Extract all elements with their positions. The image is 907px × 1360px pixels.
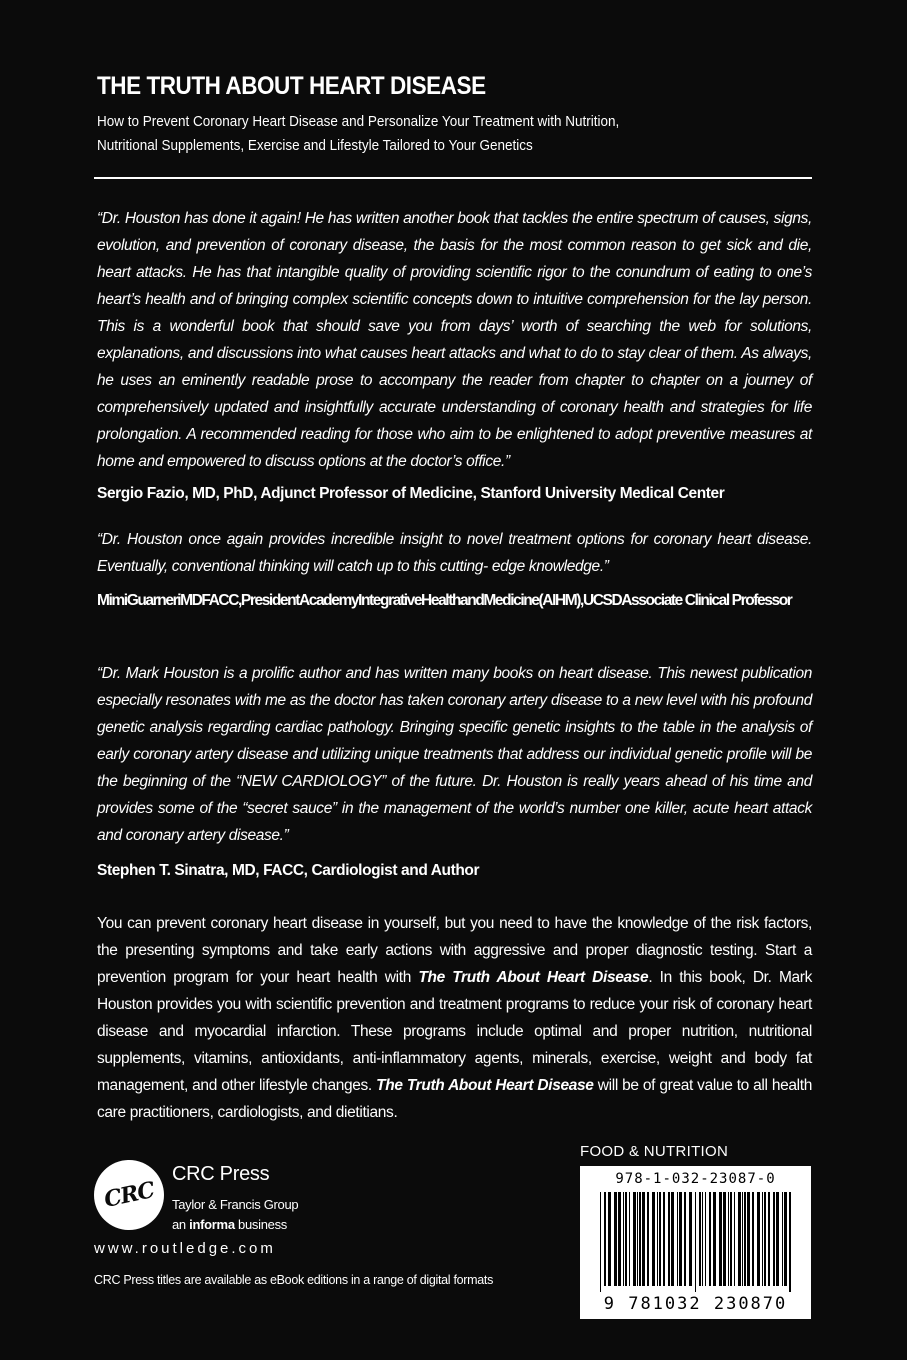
barcode-bar [639,1192,641,1286]
description-part-3: will be of great value to all health care practitioners, cardiologists, and dietitians. [97,1077,812,1121]
barcode-bar [723,1192,726,1286]
barcode-bar [677,1192,678,1286]
publisher-name: CRC Press [172,1163,270,1185]
barcode-bar [705,1192,706,1286]
barcode-bar [784,1192,787,1286]
publisher-business [172,1217,287,1232]
barcode-bar [789,1192,791,1292]
barcode-bar [742,1192,743,1286]
barcode-bar [738,1192,741,1286]
crc-logo-text: CRC [101,1177,157,1213]
barcode-bar [684,1192,686,1286]
barcode-bar [604,1192,606,1286]
barcode-bar [776,1192,779,1286]
barcode-bar [637,1192,638,1286]
subtitle-line-1: How to Prevent Coronary Heart Disease and Personalize Your Treatment with Nutrition, [97,113,620,130]
barcode-bar [663,1192,665,1286]
barcode-bar [689,1192,692,1286]
barcode-bar [629,1192,630,1286]
barcode-bar [671,1192,674,1286]
business-brand: informa [189,1217,235,1232]
isbn-barcode [580,1166,811,1319]
barcode-bar [762,1192,763,1286]
barcode-bar [657,1192,658,1286]
barcode-bar [747,1192,750,1286]
book-subtitle [97,110,817,158]
ebook-note: CRC Press titles are available as eBook editions in a range of digital formats [94,1273,494,1287]
barcode-bar [618,1192,621,1286]
endorsement-attribution-2: MimiGuarneriMDFACC,PresidentAcademyIntegrativeHealthandMedicine(AIHM),UCSDAssociate Clinical Professor [97,592,792,609]
barcode-bar [600,1192,601,1292]
barcode-bar [730,1192,732,1286]
description-part-2: . In this book, Dr. Mark Houston provides you with scientific prevention and treatment programs to reduce your risk of coronary heart disease and myocardial infarction. These programs include optimal and proper nutrition, nutritional supplements, vitamins, antioxidants, anti-inflammatory agents, minerals, exercise, weight and body fat management, and other lifestyle changes. [97,969,812,1094]
subtitle-line-2: Nutritional Supplements, Exercise and Lifestyle Tailored to Your Genetics [97,137,533,154]
barcode-bar [699,1192,701,1286]
barcode-bar [679,1192,682,1286]
business-prefix: an [172,1217,190,1232]
barcode-bar [668,1192,670,1286]
description-book-title-2: The Truth About Heart Disease [376,1077,594,1094]
barcode-bar [709,1192,711,1286]
subject-category: FOOD & NUTRITION [580,1143,729,1160]
barcode-bar [633,1192,636,1286]
barcode-bar [702,1192,703,1286]
endorsement-quote-3: “Dr. Mark Houston is a prolific author and has written many books on heart disease. This newest publication especially resonates with me as the doctor has taken coronary artery disease to a new level with his profound genetic analysis regarding cardiac pathology. Bringing specific genetic insights to the table in the analysis of early coronary artery disease and utilizing unique treatments that address our individual genetic profile will be the beginning of the “NEW CARDIOLOGY” of the future. Dr. Houston is really years ahead of his time and provides some of the “secret sauce” in the management of the world’s number one killer, acute heart attack and coronary artery disease.” [97,665,812,844]
isbn-number: 978-1-032-23087-0 [615,1171,776,1187]
barcode-bar [764,1192,766,1286]
barcode-bar [744,1192,746,1286]
barcode-bar [652,1192,655,1286]
crc-logo [94,1160,164,1230]
barcode-bar [642,1192,645,1286]
barcode-bar [782,1192,783,1286]
endorsement-quote-1: “Dr. Houston has done it again! He has written another book that tackles the entire spectrum of causes, signs, evolution, and prevention of coronary disease, the basis for the most common reason to get sick and die, heart attacks. He has that intangible quality of providing scientific rigor to the conundrum of eating to one’s heart’s health and of bringing complex scientific concepts down to intuitive comprehension for the lay person. This is a wonderful book that should save you from days’ worth of searching the web for solutions, explanations, and discussions into what causes heart attacks and what to do to stay clear of them. As always, he uses an eminently readable prose to accompany the reader from chapter to chapter on a journey of comprehensively updated and insightfully accurate understanding of coronary health and strategies for life prolongation. A recommended reading for those who aim to be enlightened to adopt preventive measures at home and empowered to discuss options at the doctor’s office.” [97,210,812,470]
barcode-bar [614,1192,617,1286]
endorsement-quote-2: “Dr. Houston once again provides incredible insight to novel treatment options for coronary heart disease. Eventually, conventional thinking will catch up to this cutting- edge knowledge.” [97,531,812,575]
business-suffix: business [234,1217,287,1232]
description-part-1: You can prevent coronary heart disease in yourself, but you need to have the knowledge of the risk factors, the presenting symptoms and take early actions with aggressive and proper diagnostic testing. Start a prevention program for your heart health with [97,915,812,986]
ean-number: 9 781032 230870 [603,1294,788,1314]
barcode-bar [647,1192,649,1286]
endorsement-attribution-1: Sergio Fazio, MD, PhD, Adjunct Professor of Medicine, Stanford University Medical Center [97,485,725,502]
barcode-bar [659,1192,661,1286]
barcode-bar [728,1192,729,1286]
book-description [97,910,812,1126]
barcode-bar [625,1192,627,1286]
barcode-bar [713,1192,716,1286]
barcode-bar [768,1192,770,1286]
publisher-url[interactable]: www.routledge.com [94,1240,276,1257]
barcode-bar [773,1192,775,1286]
barcode-bars [598,1192,793,1292]
barcode-bar [734,1192,735,1286]
barcode-bar [608,1192,611,1286]
barcode-bar [695,1192,696,1292]
title-divider [94,177,812,179]
description-book-title-1: The Truth About Heart Disease [418,969,649,986]
barcode-bar [719,1192,722,1286]
barcode-bar [752,1192,754,1286]
barcode-bar [623,1192,624,1286]
publisher-group: Taylor & Francis Group [172,1197,299,1212]
endorsement-attribution-3: Stephen T. Sinatra, MD, FACC, Cardiologist and Author [97,862,480,879]
barcode-bar [757,1192,760,1286]
book-title: THE TRUTH ABOUT HEART DISEASE [97,72,486,100]
